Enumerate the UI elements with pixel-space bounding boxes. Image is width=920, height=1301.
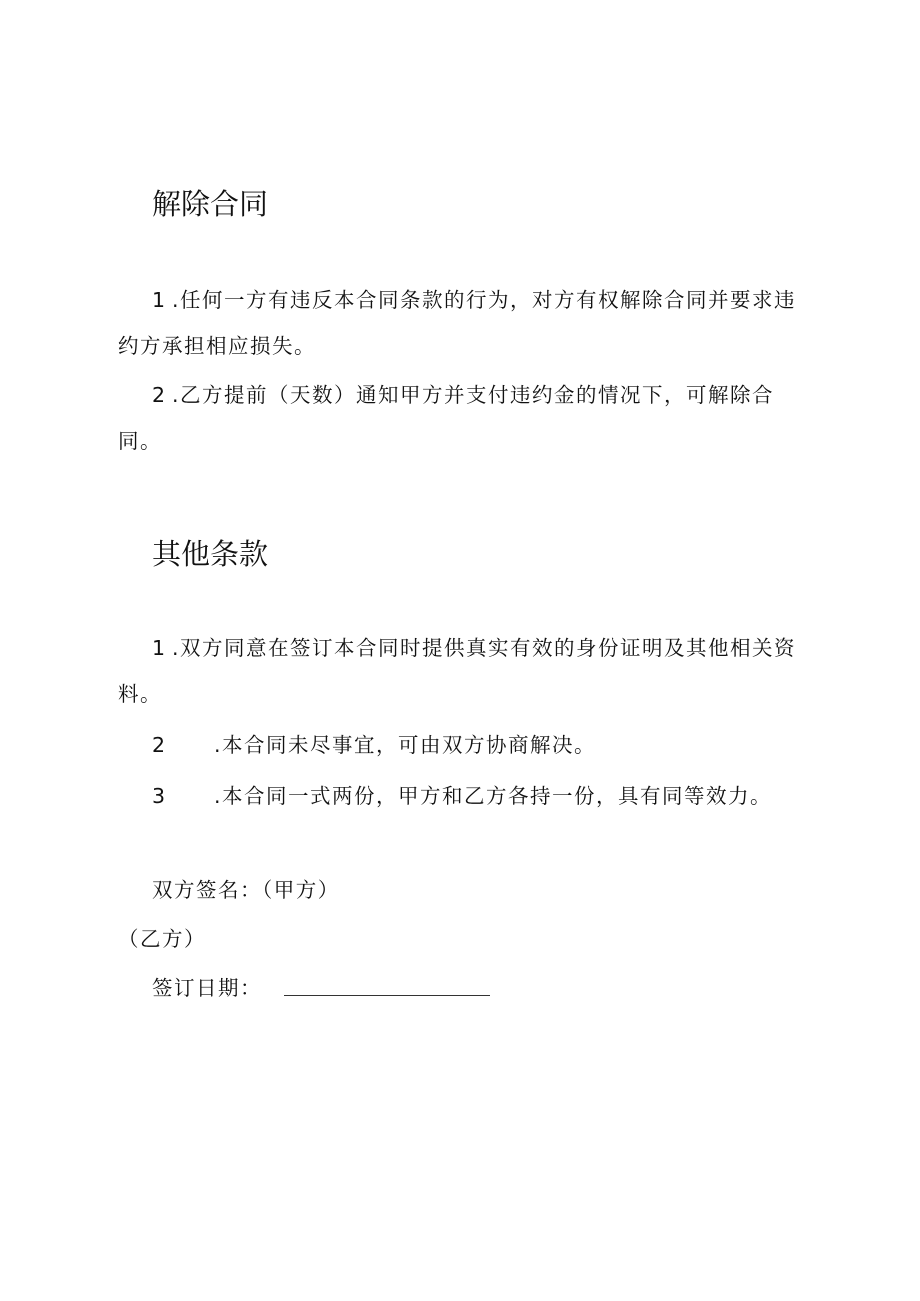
clause-number: 3 — [152, 784, 167, 808]
signing-date-blank-line — [284, 994, 490, 996]
section-title-termination: 解除合同 — [152, 187, 269, 221]
clause-number: 2 — [152, 733, 167, 757]
clause-termination-2-continued: 同。 — [118, 429, 162, 453]
section-title-other-terms: 其他条款 — [152, 537, 269, 571]
clause-text: .任何一方有违反本合同条款的行为，对方有权解除合同并要求违 — [172, 288, 797, 312]
clause-termination-1-continued: 约方承担相应损失。 — [118, 334, 316, 358]
clause-other-1 — [152, 625, 796, 671]
signature-parties: 双方签名：（甲方） — [152, 878, 340, 902]
clause-number: 1 — [152, 636, 167, 660]
clause-number: 1 — [152, 288, 167, 312]
clause-text: .双方同意在签订本合同时提供真实有效的身份证明及其他相关资 — [172, 636, 797, 660]
clause-other-1-continued: 料。 — [118, 682, 162, 706]
clause-termination-2 — [152, 372, 774, 418]
signature-party-b: （乙方） — [118, 927, 206, 951]
clause-termination-1 — [152, 277, 796, 323]
clause-number: 2 — [152, 383, 167, 407]
clause-text: .本合同一式两份，甲方和乙方各持一份，具有同等效力。 — [214, 784, 773, 808]
signing-date — [152, 965, 490, 1011]
signing-date-label: 签订日期： — [152, 976, 262, 1000]
clause-text: .乙方提前（天数）通知甲方并支付违约金的情况下，可解除合 — [172, 383, 775, 407]
clause-text: .本合同未尽事宜，可由双方协商解决。 — [214, 733, 597, 757]
clause-other-3 — [152, 773, 772, 819]
clause-other-2 — [152, 722, 596, 768]
